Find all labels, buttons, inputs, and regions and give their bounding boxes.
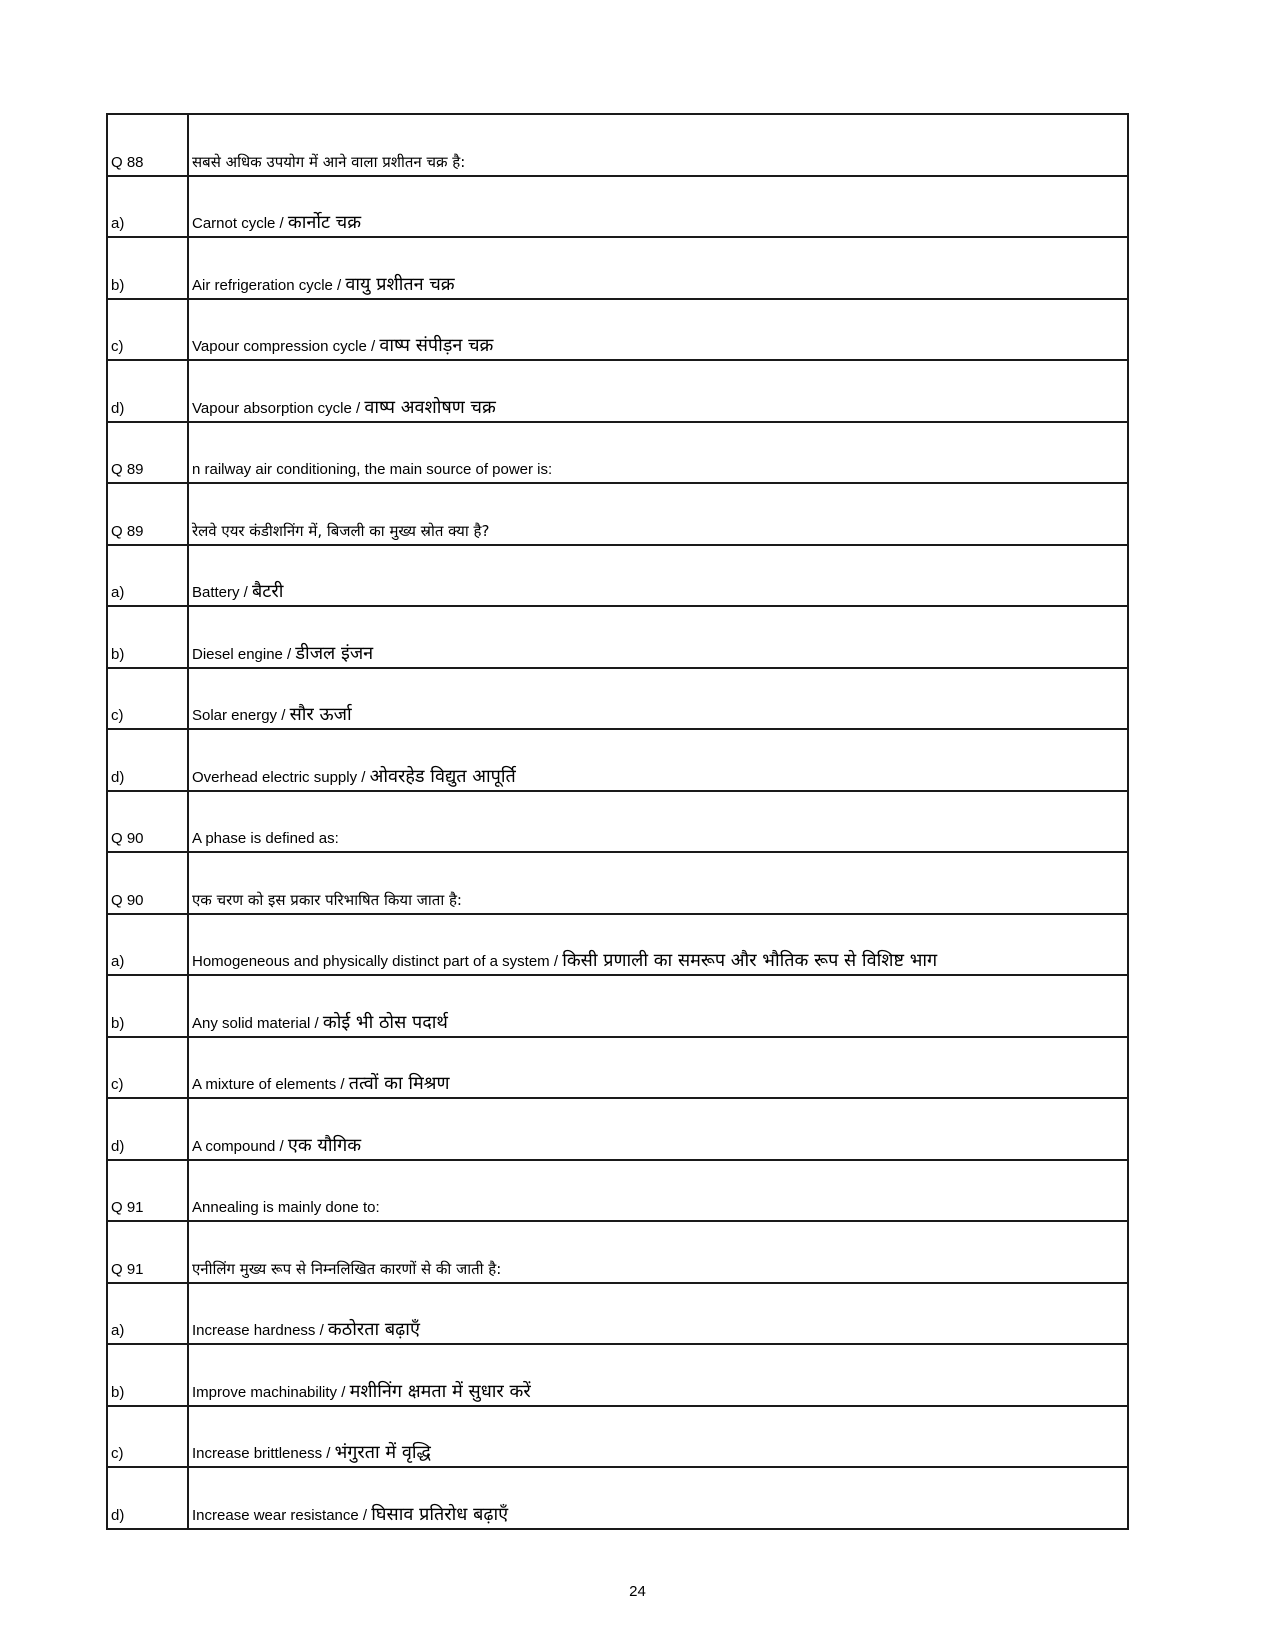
hindi-text: कोई भी ठोस पदार्थ (322, 1011, 448, 1033)
hindi-text: वायु प्रशीतन चक्र (345, 273, 455, 295)
row-label: a) (107, 545, 188, 607)
hindi-text: एक यौगिक (287, 1134, 362, 1156)
row-label: d) (107, 360, 188, 422)
english-text: Homogeneous and physically distinct part of a system / (192, 953, 563, 970)
english-text: A mixture of elements / (192, 1076, 349, 1093)
row-text (188, 668, 1128, 730)
hindi-text: मशीनिंग क्षमता में सुधार करें (349, 1380, 531, 1402)
option-row (107, 1098, 1128, 1160)
row-label: d) (107, 1098, 188, 1160)
option-row (107, 729, 1128, 791)
row-label: Q 91 (107, 1221, 188, 1283)
row-label: Q 89 (107, 483, 188, 545)
hindi-text: घिसाव प्रतिरोध बढ़ाएँ (371, 1503, 509, 1525)
english-text: Improve machinability / (192, 1383, 350, 1401)
option-row (107, 1406, 1128, 1468)
question-row (107, 1160, 1128, 1222)
hindi-text: कार्नोट चक्र (287, 212, 362, 233)
row-text (188, 1098, 1128, 1160)
row-label: Q 88 (107, 114, 188, 176)
option-row (107, 1283, 1128, 1345)
hindi-text: रेलवे एयर कंडीशनिंग में, बिजली का मुख्य स्रोत क्या है? (192, 521, 490, 540)
english-text: A compound / (192, 1137, 288, 1155)
english-text: A phase is defined as: (192, 830, 339, 847)
hindi-text: सबसे अधिक उपयोग में आने वाला प्रशीतन चक्र है: (192, 152, 466, 171)
row-label: b) (107, 606, 188, 668)
hindi-text: भंगुरता में वृद्धि (334, 1442, 431, 1463)
row-label: a) (107, 1283, 188, 1345)
option-row (107, 237, 1128, 299)
row-label: Q 89 (107, 422, 188, 484)
hindi-text: तत्वों का मिश्रण (348, 1073, 450, 1094)
row-text (188, 299, 1128, 361)
row-text (188, 852, 1128, 914)
row-label: b) (107, 975, 188, 1037)
english-text: Battery / (192, 584, 253, 601)
row-label: c) (107, 1406, 188, 1468)
row-label: Q 90 (107, 852, 188, 914)
english-text: Carnot cycle / (192, 215, 288, 232)
hindi-text: वाष्प अवशोषण चक्र (364, 396, 496, 418)
question-row (107, 1221, 1128, 1283)
hindi-text: कठोरता बढ़ाएँ (327, 1319, 420, 1340)
row-label: b) (107, 1344, 188, 1406)
english-text: Increase hardness / (192, 1322, 328, 1339)
hindi-text: किसी प्रणाली का समरूप और भौतिक रूप से विशिष्ट भाग (562, 950, 938, 971)
option-row (107, 299, 1128, 361)
option-row (107, 1467, 1128, 1529)
row-text (188, 176, 1128, 238)
english-text: Solar energy / (192, 707, 290, 724)
english-text: Vapour compression cycle / (192, 338, 380, 355)
row-text (188, 914, 1128, 976)
row-text (188, 114, 1128, 176)
option-row (107, 606, 1128, 668)
english-text: Increase wear resistance / (192, 1506, 372, 1524)
row-text (188, 1160, 1128, 1222)
option-row (107, 975, 1128, 1037)
row-label: d) (107, 1467, 188, 1529)
row-text (188, 1467, 1128, 1529)
row-label: a) (107, 914, 188, 976)
row-text (188, 545, 1128, 607)
option-row (107, 914, 1128, 976)
row-text (188, 1221, 1128, 1283)
row-text (188, 360, 1128, 422)
option-row (107, 176, 1128, 238)
hindi-text: बैटरी (252, 581, 284, 602)
hindi-text: एक चरण को इस प्रकार परिभाषित किया जाता है: (192, 890, 462, 909)
row-label: Q 90 (107, 791, 188, 853)
row-label: c) (107, 299, 188, 361)
row-text (188, 791, 1128, 853)
option-row (107, 360, 1128, 422)
option-row (107, 668, 1128, 730)
row-text (188, 237, 1128, 299)
row-text (188, 483, 1128, 545)
option-row (107, 545, 1128, 607)
hindi-text: सौर ऊर्जा (289, 704, 352, 725)
hindi-text: वाष्प संपीड़न चक्र (379, 335, 494, 356)
row-text (188, 1344, 1128, 1406)
row-label: c) (107, 668, 188, 730)
question-row (107, 852, 1128, 914)
question-row (107, 791, 1128, 853)
row-label: Q 91 (107, 1160, 188, 1222)
row-text (188, 606, 1128, 668)
english-text: Air refrigeration cycle / (192, 276, 346, 294)
row-label: a) (107, 176, 188, 238)
english-text: Any solid material / (192, 1014, 323, 1032)
row-label: c) (107, 1037, 188, 1099)
hindi-text: डीजल इंजन (295, 642, 374, 664)
question-table (106, 113, 1129, 1530)
option-row (107, 1037, 1128, 1099)
english-text: n railway air conditioning, the main source of power is: (192, 461, 553, 478)
question-row (107, 483, 1128, 545)
question-table-body (107, 114, 1128, 1529)
english-text: Increase brittleness / (192, 1445, 335, 1462)
row-text (188, 1406, 1128, 1468)
english-text: Diesel engine / (192, 645, 296, 663)
row-text (188, 422, 1128, 484)
question-row (107, 422, 1128, 484)
page-number: 24 (629, 1583, 646, 1600)
english-text: Vapour absorption cycle / (192, 399, 365, 417)
hindi-text: एनीलिंग मुख्य रूप से निम्नलिखित कारणों से की जाती है: (192, 1259, 502, 1278)
english-text: Overhead electric supply / (192, 768, 370, 786)
option-row (107, 1344, 1128, 1406)
english-text: Annealing is mainly done to: (192, 1199, 380, 1216)
row-label: d) (107, 729, 188, 791)
row-text (188, 975, 1128, 1037)
row-text (188, 729, 1128, 791)
row-text (188, 1037, 1128, 1099)
hindi-text: ओवरहेड विद्युत आपूर्ति (369, 765, 516, 787)
row-text (188, 1283, 1128, 1345)
row-label: b) (107, 237, 188, 299)
question-row (107, 114, 1128, 176)
